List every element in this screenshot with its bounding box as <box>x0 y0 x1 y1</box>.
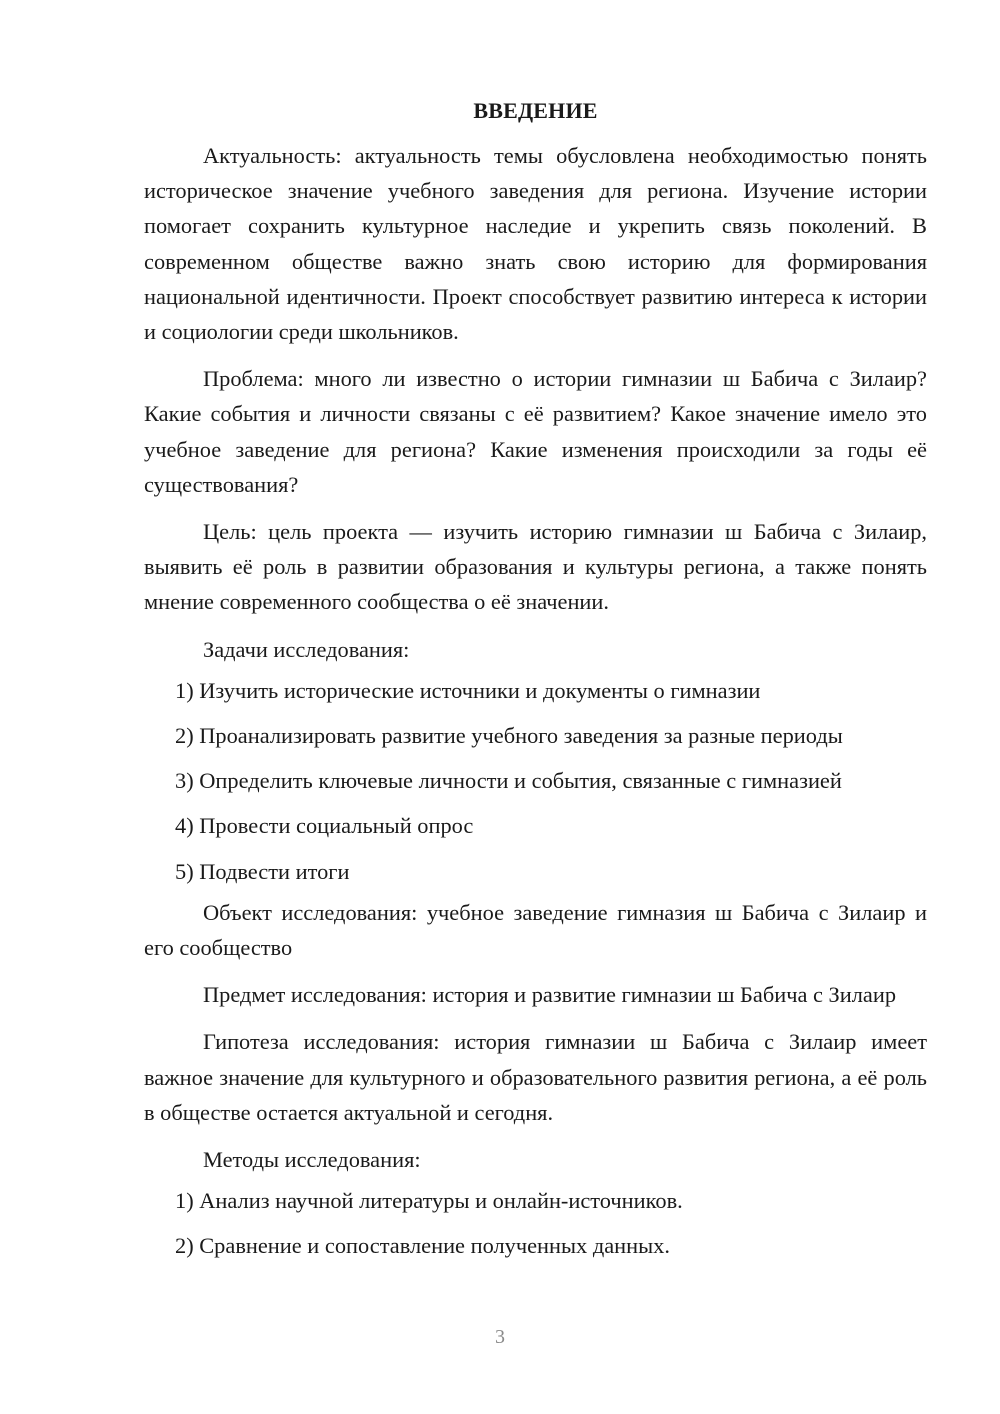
method-item: 1) Анализ научной литературы и онлайн-источников. <box>175 1188 683 1214</box>
task-item: 5) Подвести итоги <box>175 858 350 884</box>
task-item: 4) Провести социальный опрос <box>175 813 474 839</box>
object-paragraph: Объект исследования: учебное заведение гимназия ш Бабича с Зилаир и его сообщество <box>144 899 927 961</box>
page-number: 3 <box>495 1326 505 1348</box>
methods-heading: Методы исследования: <box>203 1147 421 1173</box>
tasks-heading: Задачи исследования: <box>203 636 410 662</box>
task-item: 3) Определить ключевые личности и события, связанные с гимназией <box>175 768 842 794</box>
document-page <box>144 96 927 1274</box>
relevance-paragraph: Актуальность: актуальность темы обусловлена необходимостью понять историческое значение учебного заведения для региона. Изучение истории помогает сохранить культурное наследие и укрепить связь поколений. В современном обществе важно знать свою историю для формирования национальной идентичности. Проект способствует развитию интереса к истории и социологии среди школьников. <box>144 143 927 345</box>
problem-paragraph: Проблема: много ли известно о истории гимназии ш Бабича с Зилаир? Какие события и личности связаны с её развитием? Какое значение имело это учебное заведение для региона? Какие изменения происходили за годы её существования? <box>144 366 927 497</box>
goal-paragraph: Цель: цель проекта — изучить историю гимназии ш Бабича с Зилаир, выявить её роль в развитии образования и культуры региона, а также понять мнение современного сообщества о её значении. <box>144 519 927 615</box>
method-item: 2) Сравнение и сопоставление полученных данных. <box>175 1233 670 1259</box>
section-title: ВВЕДЕНИЕ <box>473 98 598 123</box>
subject-paragraph: Предмет исследования: история и развитие гимназии ш Бабича с Зилаир <box>203 982 897 1008</box>
task-item: 2) Проанализировать развитие учебного заведения за разные периоды <box>175 723 843 749</box>
hypothesis-paragraph: Гипотеза исследования: история гимназии ш Бабича с Зилаир имеет важное значение для культурного и образовательного развития региона, а её роль в обществе остается актуальной и сегодня. <box>144 1029 927 1125</box>
task-item: 1) Изучить исторические источники и документы о гимназии <box>175 677 761 703</box>
